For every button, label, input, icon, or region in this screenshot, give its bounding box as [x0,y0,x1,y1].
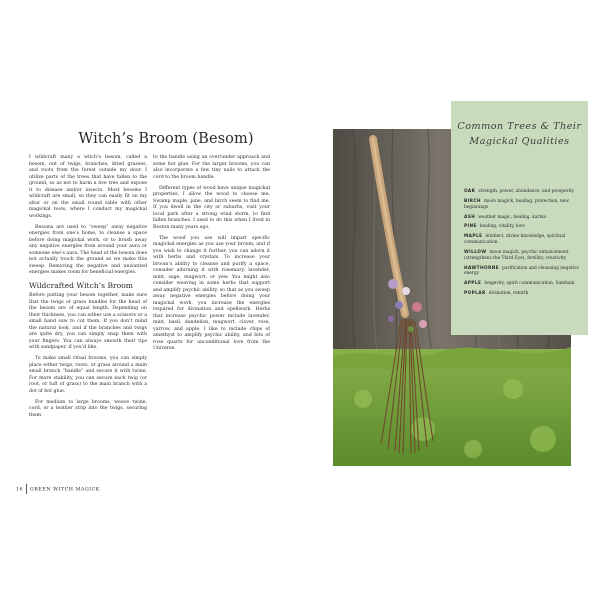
list-item [464,250,580,262]
tree-qualities: healing, vitality, love [479,224,525,230]
list-item [464,291,580,297]
list-item [464,234,580,246]
tree-name: WILLOW [464,249,487,255]
tree-name: HAWTHORNE [464,265,500,271]
paragraph: For medium to large brooms, weave twine, cord, or a leather strip into the twigs, securing them [29,399,147,418]
section-subheading: Wildcrafted Witch’s Broom [29,280,134,290]
running-head: GREEN WITCH MAGICK [29,487,100,493]
list-item [464,215,580,221]
tree-name: POPLAR [464,291,486,296]
tree-name: BIRCH [464,198,481,204]
tree-name: OAK [464,189,476,194]
tree-name: PINE [464,224,477,230]
page-title: Witch’s Broom (Besom) [78,131,254,147]
list-item [464,281,580,287]
tree-qualities: strength, power, abundance, and prosperity [478,189,575,194]
tree-name: APPLE [464,281,482,287]
paragraph: to the handle using an over/under approach and some hot glue. For the larger brooms, you can also incorporate a few tiny nails to attach the cord to the broom handle. [153,155,270,180]
list-item [464,224,580,230]
sidebar-box [451,101,588,335]
paragraph: I wildcraft many a witch’s besom, called a besom, out of twigs, branches, dried grasses, and roots from the forest outside my door. I utilize parts of the trees that have fallen to the ground, so as not to harm a live tree and expose it to disease and/or insects. Most besoms I wildcraft are small, so they can easily fit on my altar or on the small round table with other magickal tools, where I conduct my magickal workings. [29,155,147,219]
tree-qualities: longevity, spirit communication, Samhain [484,281,575,287]
sidebar-title: Common Trees & Their Magickal Qualities [457,121,582,147]
paragraph: The wood you use will impart specific magickal energies as you use your broom, and if you wish to change it further, you can adorn it with herbs and crystals. To increase your broom’s ability to cleanse and purify a space, consider adorning it with rosemary, lavender, mint, sage, mugwort, or yew. You might also consider weaving in some herbs that support and amplify psychic ability, so that as you sweep away negative energies before doing your magickal work, you increase the energies required for divination and spellwork. Herbs that increase psychic power include lavender, mint, basil, dandelion, mugwort, clover, rose, yarrow, and apple. I like to include chips of amethyst to amplify psychic ability, and bits of rose quartz for unconditional love from the Universe. [153,235,270,352]
tree-name: MAPLE [464,234,483,240]
tree-qualities: purification and cleansing negative energy [464,265,579,277]
tree-qualities: divination, rebirth [488,291,529,296]
list-item [464,199,580,211]
tree-qualities: moon magick, healing, protection, new beginnings [464,198,569,210]
page-footer [16,484,100,494]
footer-divider [26,484,27,494]
tree-name: ASH [464,214,476,220]
page-number: 16 [16,487,24,493]
paragraph: Besoms are used to “sweep” away negative energies from one’s home, to cleanse a space before doing magickal work, or to brush away any negative energies from around your aura or someone else’s aura. The head of the besom does not actually touch the ground as we make this sweep. Removing the negative and unwanted energies makes room for beneficial energies. [29,224,147,276]
paragraph: Different types of wood have unique magickal properties. I allow the wood to choose me. Swamp maple, pine, and birch seem to find me. If you dwell in the city or suburbs, visit your local park after a strong wind storm, to find fallen branches. I used to do this when I lived in Boston many years ago. [153,185,270,230]
list-item [464,189,580,195]
tree-qualities: weather magic, healing, karma [478,214,547,220]
text-column-2 [153,155,270,357]
tree-qualities: moon magick, psychic enhancement (strengthens the Third Eye), fertility, creativity [464,249,569,261]
paragraph: Before putting your besom together, make sure that the twigs or grass bundles for the head of the besom are of equal length. Depending on their thickness, you can either use a scissors or a small hand saw to cut them. If you don’t mind the natural look, and if the branches and twigs are quite dry, you can simply snap them with your fingers. You can always smooth their tips with sandpaper, if you’d like. [29,293,147,351]
text-column-1 [29,155,147,424]
list-item [464,266,580,278]
tree-qualities: intellect, divine knowledge, spiritual communication [464,234,566,245]
paragraph: To make small ritual brooms, you can simply place either twigs, roots, or grass around a main small branch “handle” and secure it with twine. For more stability, you can secure each twig (or root, or tuft of grass) to the main branch with a dot of hot glue. [29,356,147,394]
tree-list [464,189,580,301]
